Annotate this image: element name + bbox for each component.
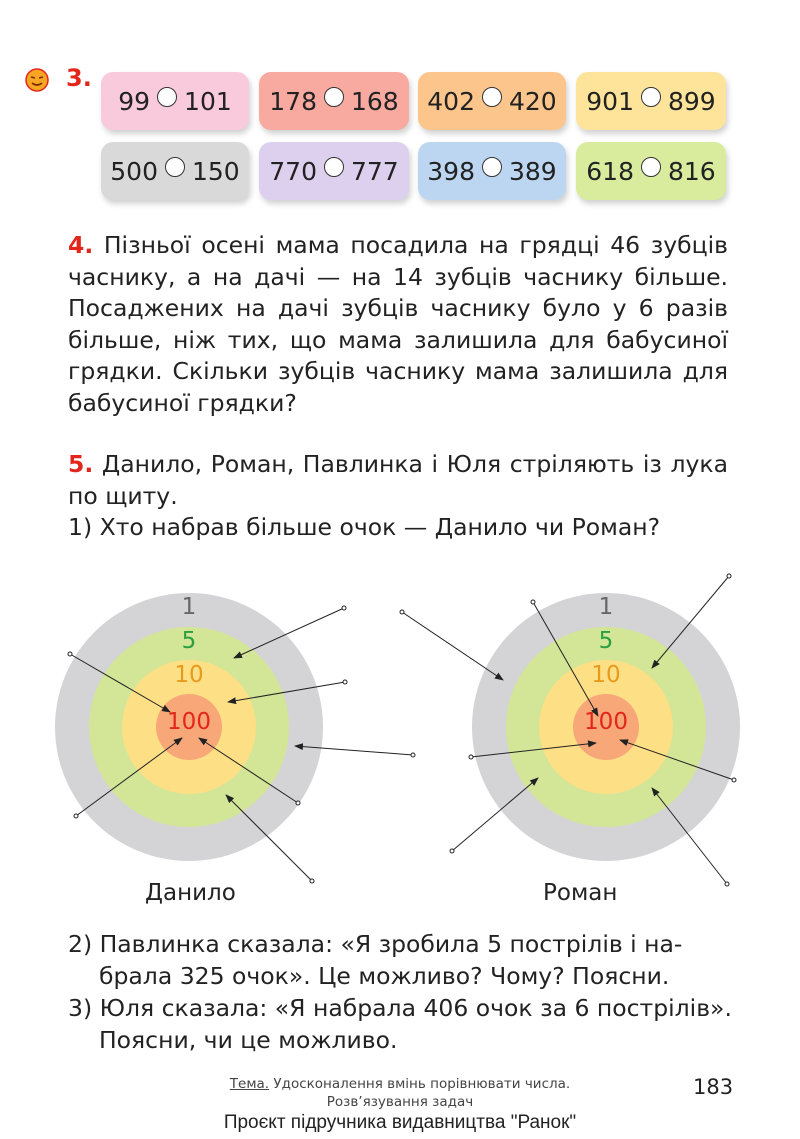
right-number: 101 (184, 86, 232, 116)
task5-question1: 1) Хто набрав більше очок — Данило чи Роман? (68, 513, 661, 541)
comparison-circle[interactable] (165, 157, 185, 177)
comparison-tile (576, 142, 726, 200)
topic-text: Удосконалення вмінь порівнювати числа. (269, 1076, 571, 1092)
left-number: 402 (427, 86, 475, 116)
comparison-circle[interactable] (482, 87, 502, 107)
task4-text (68, 230, 728, 419)
caption-roman: Роман (543, 880, 618, 906)
roman-label-10: 10 (591, 662, 621, 688)
danylo-label-100: 100 (167, 709, 211, 735)
comparison-circle[interactable] (324, 87, 344, 107)
comparison-circle[interactable] (157, 87, 177, 107)
footer-topic-line2: Розв’язування задач (326, 1094, 474, 1110)
danylo-label-1: 1 (181, 594, 197, 620)
task3-number: 3. (66, 64, 92, 92)
left-number: 901 (586, 86, 634, 116)
task5-question2-line1: 2) Павлинка сказала: «Я зробила 5 пострілів і на- (68, 930, 683, 958)
right-number: 899 (668, 86, 716, 116)
footer-topic (0, 1076, 800, 1092)
task5-number: 5. (68, 450, 94, 478)
caption-danylo: Данило (145, 880, 236, 906)
task5-body: Данило, Роман, Павлинка і Юля стріляють із лука по щиту. (68, 450, 728, 510)
comparison-tile (576, 72, 726, 130)
task5-question2-line2: брала 325 очок». Це можливо? Чому? Поясни. (99, 962, 670, 990)
right-number: 816 (668, 156, 716, 186)
comparison-circle[interactable] (324, 157, 344, 177)
task5-text (68, 449, 728, 512)
comparison-tile (101, 72, 249, 130)
targets-illustration (0, 560, 800, 920)
left-number: 398 (427, 156, 475, 186)
left-number: 618 (586, 156, 634, 186)
target-danylo (55, 593, 323, 861)
comparison-tile (418, 142, 566, 200)
project-note: Проєкт підручника видавництва "Ранок" (223, 1112, 577, 1133)
task5-question3-line1: 3) Юля сказала: «Я набрала 406 очок за 6 пострілів». (68, 994, 732, 1022)
roman-label-100: 100 (584, 709, 628, 735)
left-number: 99 (118, 86, 151, 116)
left-number: 770 (269, 156, 317, 186)
left-number: 178 (269, 86, 317, 116)
danylo-label-10: 10 (174, 662, 204, 688)
left-number: 500 (110, 156, 158, 186)
task3-icon (25, 68, 49, 92)
right-number: 168 (351, 86, 399, 116)
page-number: 183 (693, 1075, 734, 1099)
right-number: 777 (351, 156, 399, 186)
target-roman (472, 593, 740, 861)
task5-question3-line2: Поясни, чи це можливо. (99, 1026, 398, 1054)
roman-label-1: 1 (598, 594, 614, 620)
right-number: 389 (509, 156, 557, 186)
roman-label-5: 5 (598, 628, 614, 654)
comparison-tile (418, 72, 566, 130)
comparison-circle[interactable] (482, 157, 502, 177)
comparison-circle[interactable] (641, 157, 661, 177)
comparison-circle[interactable] (641, 87, 661, 107)
comparison-tile (259, 142, 409, 200)
right-number: 150 (192, 156, 240, 186)
task4-number: 4. (68, 231, 94, 259)
right-number: 420 (509, 86, 557, 116)
danylo-label-5: 5 (181, 628, 197, 654)
comparison-tile (101, 142, 249, 200)
comparison-tile (259, 72, 409, 130)
topic-label: Тема. (229, 1076, 270, 1092)
task4-body: Пізньої осені мама посадила на грядці 46 зубців часнику, а на дачі — на 14 зубців часнику більше. Посаджених на дачі зубців часнику було у 6 разів більше, ніж тих, що мама залишила для бабусиної грядки. Скільки зубців часнику мама залишила для бабусиної грядки? (68, 231, 728, 417)
